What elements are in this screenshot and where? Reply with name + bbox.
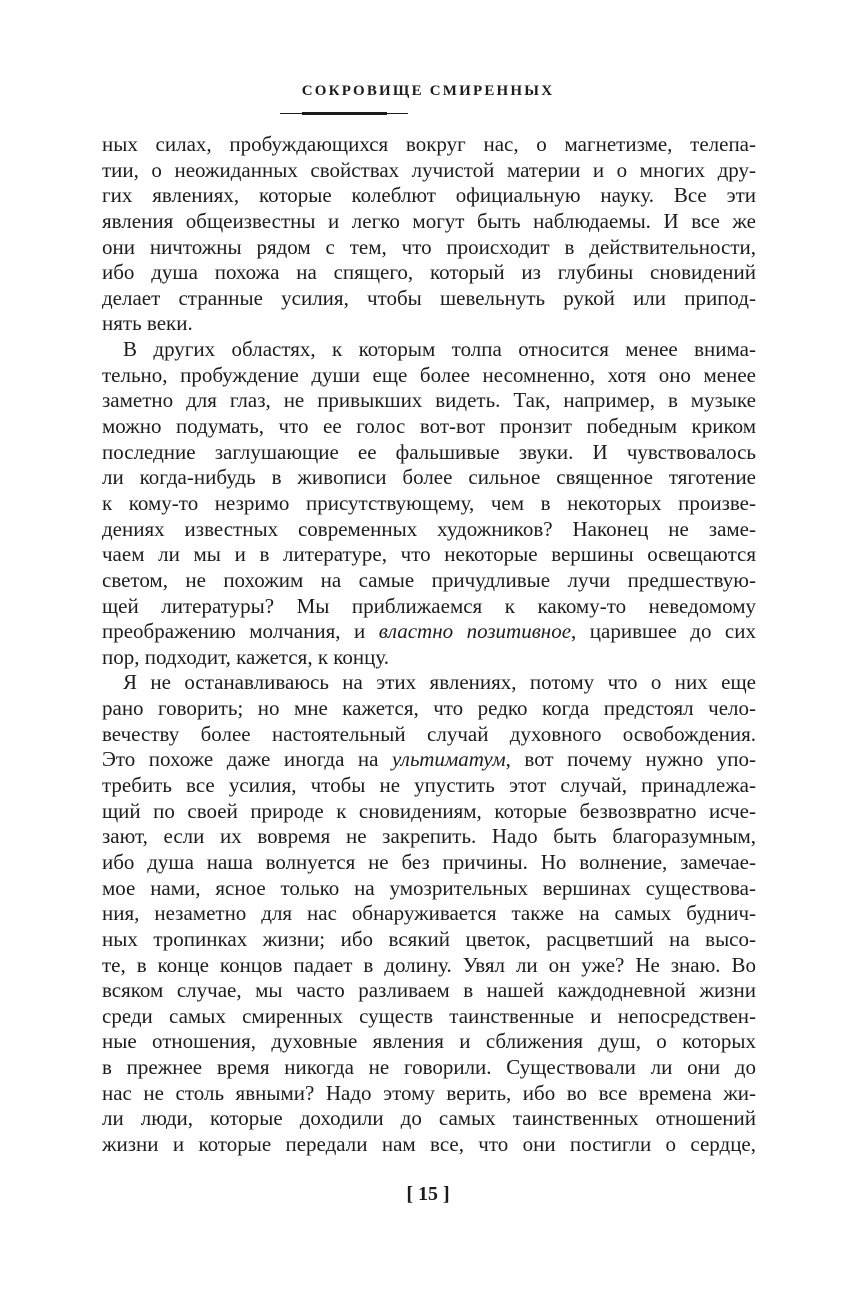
page-number: [ 15 ] (406, 1183, 450, 1205)
text-line (102, 799, 756, 825)
text-line (102, 747, 756, 773)
text-segment: пор, подходит, кажется, к концу. (102, 644, 390, 669)
text-segment: всяком случае, мы часто разливаем в нашей каждодневной жизни (102, 978, 756, 1003)
text-line (102, 978, 756, 1004)
text-segment: дениях известных современных художников? Наконец не заме- (102, 516, 756, 541)
text-line (102, 1029, 756, 1055)
text-segment: рано говорить; но мне кажется, что редко когда предстоял чело- (102, 696, 756, 721)
text-line (102, 1004, 756, 1030)
text-segment: В других областях, к которым толпа относится менее внима- (123, 337, 756, 362)
text-segment: щей литературы? Мы приближаемся к какому-то неведомому (102, 593, 756, 618)
text-segment: ных силах, пробуждающихся вокруг нас, о магнетизме, телепа- (102, 132, 756, 156)
text-segment: ных тропинках жизни; ибо всякий цветок, расцветший на высо- (102, 926, 756, 951)
text-segment: , вот почему нужно упо- (505, 747, 756, 772)
text-segment: Это похоже даже иногда на (102, 747, 393, 772)
text-line (102, 619, 756, 645)
text-segment: к кому-то незримо присутствующему, чем в некоторых произве- (102, 490, 756, 515)
text-line (102, 1081, 756, 1107)
text-line (102, 1055, 756, 1081)
text-line (102, 132, 756, 158)
text-line (102, 158, 756, 184)
text-line (102, 696, 756, 722)
text-segment: ли люди, которые доходили до самых таинственных отношений (102, 1106, 756, 1131)
text-segment: тельно, пробуждение души еще более несомненно, хотя оно менее (102, 362, 756, 387)
running-head: СОКРОВИЩЕ СМИРЕННЫХ (301, 83, 555, 99)
text-segment: последние заглушающие ее фальшивые звуки. И чувствовалось (102, 439, 756, 464)
text-segment: вечеству более настоятельный случай духовного освобождения. (102, 721, 756, 746)
text-line (102, 876, 756, 902)
text-line (102, 260, 756, 286)
text-line (102, 568, 756, 594)
text-segment: делает странные усилия, чтобы шевельнуть рукой или припод- (102, 285, 756, 310)
text-segment: в прежнее время никогда не говорили. Существовали ли они до (102, 1055, 756, 1080)
text-line (102, 517, 756, 543)
text-line (102, 645, 756, 671)
text-line (102, 440, 756, 466)
text-line (102, 1106, 756, 1132)
text-line (102, 850, 756, 876)
text-segment: заметно для глаз, не привыкших видеть. Так, например, в музыке (102, 388, 756, 413)
text-line (102, 183, 756, 209)
text-line (102, 901, 756, 927)
text-line (102, 542, 756, 568)
italic-text: ультиматум (392, 747, 506, 772)
text-line (102, 235, 756, 261)
text-line (102, 953, 756, 979)
text-segment: преображению молчания, и (102, 619, 379, 644)
italic-text: властно позитивное (378, 619, 572, 644)
text-line (102, 414, 756, 440)
text-segment: требить все усилия, чтобы не упустить этот случай, принадлежа- (102, 773, 756, 798)
text-segment: тии, о неожиданных свойствах лучистой материи и о многих дру- (102, 157, 756, 182)
text-line (102, 773, 756, 799)
text-segment: ли когда-нибудь в живописи более сильное священное тяготение (102, 465, 756, 490)
text-segment: можно подумать, что ее голос вот-вот пронзит победным криком (102, 414, 756, 439)
text-line (102, 722, 756, 748)
text-segment: среди самых смиренных существ таинственные и непосредствен- (102, 1003, 756, 1028)
text-line (102, 209, 756, 235)
text-segment: , царившее до сих (571, 619, 756, 644)
text-line (102, 1132, 756, 1158)
text-line (102, 927, 756, 953)
text-line (102, 388, 756, 414)
text-line (102, 491, 756, 517)
header-rule-accent (302, 112, 387, 115)
text-segment: чаем ли мы и в литературе, что некоторые вершины освещаются (102, 542, 756, 567)
text-line (102, 670, 756, 696)
text-line (102, 594, 756, 620)
text-segment: нять веки. (102, 311, 193, 336)
text-segment: нас не столь явными? Надо этому верить, ибо во все времена жи- (102, 1080, 756, 1105)
text-segment: ибо душа похожа на спящего, который из глубины сновидений (102, 260, 756, 285)
text-line (102, 311, 756, 337)
text-line (102, 286, 756, 312)
text-segment: зают, если их вовремя не закрепить. Надо быть благоразумным, (102, 824, 756, 849)
text-line (102, 363, 756, 389)
text-segment: ибо душа наша волнуется не без причины. Но волнение, замечае- (102, 849, 756, 874)
text-segment: ные отношения, духовные явления и сближения душ, о которых (102, 1029, 756, 1054)
text-segment: ния, незаметно для нас обнаруживается также на самых буднич- (102, 901, 756, 926)
text-segment: они ничтожны рядом с тем, что происходит в действительности, (102, 234, 756, 259)
text-segment: явления общеизвестны и легко могут быть наблюдаемы. И все же (102, 208, 756, 233)
text-line (102, 465, 756, 491)
text-segment: гих явлениях, которые колеблют официальную науку. Все эти (102, 183, 756, 208)
text-segment: мое нами, ясное только на умозрительных вершинах существова- (102, 875, 756, 900)
text-segment: Я не останавливаюсь на этих явлениях, потому что о них еще (123, 670, 756, 695)
text-line (102, 337, 756, 363)
text-segment: светом, не похожим на самые причудливые лучи предшествую- (102, 567, 756, 592)
text-line (102, 824, 756, 850)
text-segment: жизни и которые передали нам все, что они постигли о сердце, (102, 1131, 756, 1156)
text-segment: те, в конце концов падает в долину. Увял ли он уже? Не знаю. Во (102, 952, 756, 977)
body-text (102, 132, 756, 1158)
text-segment: щий по своей природе к сновидениям, которые безвозвратно исче- (102, 798, 756, 823)
